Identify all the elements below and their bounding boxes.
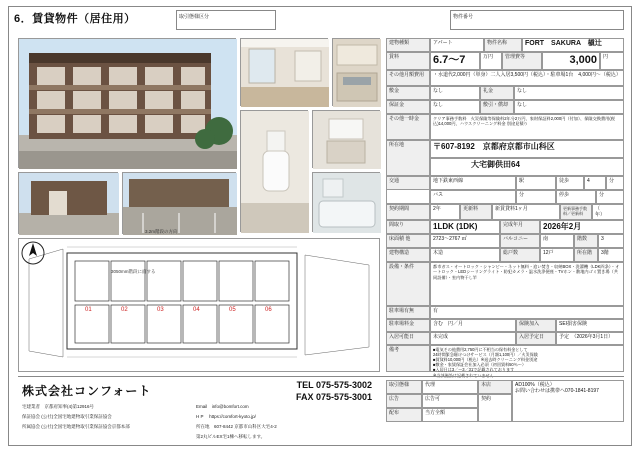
row-completion-value: 2026年2月 — [540, 220, 624, 234]
row-hoshokin-label: 保証金 — [386, 100, 430, 114]
washroom-image — [313, 111, 381, 169]
photo-living-room — [240, 38, 328, 106]
svg-text:04: 04 — [193, 307, 200, 313]
row-renewal-label: 更新料 — [460, 204, 492, 220]
footer-haifu-value: 当方全額 — [422, 408, 478, 422]
property-detail-table — [386, 38, 624, 378]
row-bus-stop-value: 分 — [596, 190, 624, 204]
row-balcony-value: 南 — [540, 234, 574, 248]
footer-license-3: 所属協会 (公社)全国宅地建物取引業保証協会京都本部 — [22, 424, 130, 429]
footer-license-2: 保証協会 (公社)全国宅地建物取引業保証協会 — [22, 414, 112, 419]
row-equipment-value: 都市ガス・オートロック・シャンピー・ネット無料・追い焚き・収納BOX・洗濯機（LDK四条）・オートロック・LEDシーリングライト・防犯カメラ・温水洗浄便座・TVホン・敷地内ゴミ置き場（共同設備）・室内物干し竿 — [430, 262, 624, 306]
row-parking-value: 有 — [430, 306, 624, 319]
row-layout-label: 間取り — [386, 220, 430, 234]
row-layout-value: 1LDK (1DK) — [430, 220, 500, 234]
row-shikikin-value: なし — [430, 86, 480, 100]
row-bus-value: 分 — [516, 190, 556, 204]
header-box-bukken-no — [450, 10, 624, 30]
floorplan-drawing — [19, 239, 379, 371]
row-traffic-walk-value: 4 — [584, 176, 606, 190]
row-remarks-value: ■電気その他費用2,750円に不相当の保有料金として 24時間緊急駆けつけサービス（月額1,100円）／火災保険 ■賃貸料10,000円（税込）※退去時クリーニング料金別途 ■敷金・家賃保証会社加入必須（初回賃料50％～） ■入居日は3／～3／31で記載されております ※当該施設は記載されていません — [430, 345, 624, 372]
row-insurance-label: 保険加入 — [516, 319, 556, 332]
exterior-parking-image — [123, 173, 237, 235]
header-box-torihiki — [176, 10, 276, 30]
footer-contact-1: Email info@bomfort.com — [196, 404, 249, 409]
row-traffic-walk-label: 徒歩 — [556, 176, 584, 190]
footer-honten-label: 本店 — [478, 380, 512, 394]
row-shokyaku-value: なし — [514, 100, 624, 114]
row-traffic-label: 交通 — [386, 176, 430, 190]
compass-icon — [20, 240, 46, 266]
footer-torihiki-label: 取引態様 — [386, 380, 422, 394]
photo-toilet — [240, 110, 308, 232]
floorplan-note-mid: 3050mm階段に面する — [111, 269, 156, 274]
photo-bathroom — [312, 172, 380, 232]
svg-text:02: 02 — [121, 307, 128, 313]
header-box-torihiki-label: 取引態様区分 — [179, 14, 210, 20]
svg-text:03: 03 — [157, 307, 164, 313]
row-reikin-label: 礼金 — [480, 86, 514, 100]
photo-exterior-entrance — [18, 172, 118, 234]
row-shikikin-label: 敷金 — [386, 86, 430, 100]
footer-contact-2: H P https://comfort-kyoto.jp/ — [196, 414, 256, 419]
row-traffic-station: 駅 — [516, 176, 556, 190]
bathroom-image — [313, 173, 381, 233]
row-address-value: 大宅御供田64 — [430, 158, 624, 176]
row-equipment-label: 設備・条件 — [386, 262, 430, 306]
living-room-image — [241, 39, 329, 107]
exterior-entrance-image — [19, 173, 119, 235]
row-address-label: 所在地 — [386, 140, 430, 176]
footer-koukoku-value: 広告可 — [422, 394, 478, 408]
row-renewal-value: 新賃貸料1ヶ月 — [492, 204, 560, 220]
svg-text:01: 01 — [85, 307, 92, 313]
photo-exterior-parking — [122, 172, 236, 234]
row-total-units-value: 12戸 — [540, 248, 574, 262]
footer-license-1: 宅建業者 京都府知事(4)第12916号 — [22, 404, 95, 409]
row-shokyaku-label: 敷引・償却 — [480, 100, 514, 114]
row-other-fee-label: その他月額費用 — [386, 70, 430, 86]
company-name: 株式会社コンフォート — [22, 384, 152, 398]
floorplan — [18, 229, 380, 372]
row-rent-unit: 万円 — [480, 52, 502, 70]
building-exterior-image — [19, 39, 237, 169]
row-rent-label: 賃料 — [386, 52, 430, 70]
kitchen-image — [333, 39, 381, 107]
row-remarks-label: 備考 — [386, 345, 430, 372]
row-insurance-value: SEI損害保険 — [556, 319, 624, 332]
row-unit-floor-value: 3階 — [598, 248, 624, 262]
footer-contact-4: 第2丸ビルEX宅1棟へ移転します。 — [196, 434, 266, 439]
row-kanri-value: 3,000 — [542, 52, 600, 70]
header-box-bukken-no-label: 物件番号 — [453, 14, 474, 20]
photo-washroom — [312, 110, 380, 168]
row-kanri-unit: 円 — [600, 52, 624, 70]
footer-memo-value: AD100%（税込） お問い合わせは携帯へ070-1841-8197 — [512, 380, 624, 422]
row-movein-value: 予定 （2026年3月1日） — [556, 332, 624, 345]
row-renewal-fee-value: （ 年） — [592, 204, 624, 220]
row-property-name-label: 物件名称 — [484, 38, 522, 52]
row-traffic-spacer — [386, 190, 430, 204]
row-balcony-label: バルコニー — [500, 234, 540, 248]
floorplan-note-top: 3.2m階段の方向 — [145, 229, 178, 234]
row-building-type-label: 建物種類 — [386, 38, 430, 52]
photo-kitchen — [332, 38, 380, 106]
row-bus-stop-label: 停歩 — [556, 190, 596, 204]
row-floors-label: 階数 — [574, 234, 598, 248]
row-unit-floor-label: 所在階 — [574, 248, 598, 262]
row-total-units-label: 総戸数 — [500, 248, 540, 262]
page-title: 6．賃貸物件（居住用） — [14, 13, 136, 25]
row-contract-period-value: 2年 — [430, 204, 460, 220]
footer-tel: TEL 075-575-3002 — [296, 380, 372, 390]
row-other-fee-value: ・水道代2,000円（単身）二人入居3,500円（税込）・駐車場1台 4,000円～（税込） — [430, 70, 624, 86]
photo-building-exterior — [18, 38, 236, 168]
row-renewal-fee-label: 更新事務手数料／更新料 — [560, 204, 592, 220]
row-contract-period-label: 契約期間 — [386, 204, 430, 220]
row-movein-label: 入居予定日 — [516, 332, 556, 345]
row-area-value: 2723～2767 ㎡ — [430, 234, 500, 248]
svg-text:05: 05 — [229, 307, 236, 313]
row-structure-value: 木造 — [430, 248, 500, 262]
row-property-name-value: FORT SAKURA 槇辻 — [522, 38, 624, 52]
row-parking-label: 駐車場有無 — [386, 306, 430, 319]
row-rent-value: 6.7～7 — [430, 52, 480, 70]
footer-haifu-label: 配布 — [386, 408, 422, 422]
row-bus-label: バス — [430, 190, 516, 204]
row-available-value: 未完成 — [430, 332, 516, 345]
footer-koukoku-label: 広告 — [386, 394, 422, 408]
row-building-type-value: アパート — [430, 38, 484, 52]
footer-torihiki-value: 代理 — [422, 380, 478, 394]
row-traffic-walk-unit: 分 — [606, 176, 624, 190]
toilet-image — [241, 111, 309, 233]
row-other-onetime-label: その他一時金 — [386, 114, 430, 140]
footer-fax: FAX 075-575-3001 — [295, 392, 372, 402]
svg-text:06: 06 — [265, 307, 272, 313]
row-postal-value: 〒607-8192 京都府京都市山科区 — [430, 140, 624, 158]
row-parking-fee-value: 含む 円／月 — [430, 319, 516, 332]
row-other-onetime-value: クリア事務手数料 火災保険等保険料2年分2万円、家財保証料2,000円（付加）、保険交換費用(税込)14,000円、ハウスクリーニング料金 別途見積り — [430, 114, 624, 140]
row-completion-label: 完成年月 — [500, 220, 540, 234]
row-parking-fee-label: 駐車場料金 — [386, 319, 430, 332]
row-kanri-label: 管理費等 — [502, 52, 542, 70]
footer-contact-3: 所在地 607-8442 京都市山科区大宅4-2 — [196, 424, 277, 429]
row-area-label: 床面積 他 — [386, 234, 430, 248]
row-hoshokin-value: なし — [430, 100, 480, 114]
row-available-label: 入居可能日 — [386, 332, 430, 345]
row-traffic-line: 地下鉄東西線 — [430, 176, 516, 190]
footer-honten-value: 契約 — [478, 394, 512, 422]
row-structure-label: 建物構造 — [386, 248, 430, 262]
row-floors-value: 3 — [598, 234, 624, 248]
row-reikin-value: なし — [514, 86, 624, 100]
